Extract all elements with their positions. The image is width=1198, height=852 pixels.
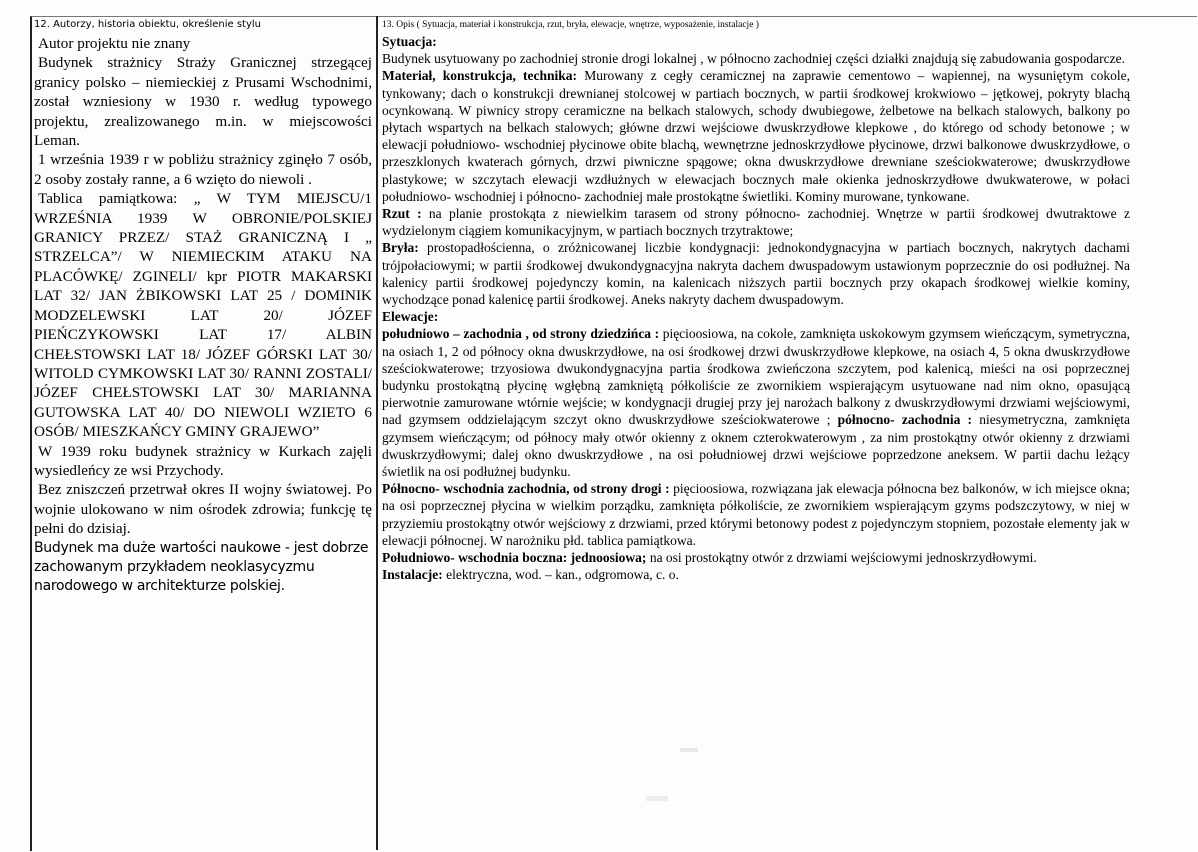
rzut-heading: Rzut : xyxy=(382,206,422,222)
rzut-section xyxy=(382,205,1130,239)
section-12-header: 12. Autorzy, historia obiektu, określenie stylu xyxy=(34,19,262,30)
history-paragraph: Budynek strażnicy Straży Granicznej strzegącej granicy polsko – niemieckiej z Prusami Wschodnimi, został wzniesiony w 1930 r. według typowego projektu, zrealizowanego m.in. w miejscowości Leman. xyxy=(34,54,372,150)
elevation-se-section xyxy=(382,549,1130,566)
scan-speck xyxy=(680,748,698,752)
scan-speck xyxy=(646,796,668,801)
bryla-text: prostopadłościenna, o zróżnicowanej liczbie kondygnacji: jednokondygnacyjna w partiach bocznych, nakrytych dachami trójpołaciowymi; w partii środkowej dwukondygnacyjna nakryta dachem dwuspadowym ustawionym poprzecznie do osi podłużnej. Na kalenicy partii środkowej pojedynczy komin, na kalenicach niższych partii bocznych przy okapach środkowej wielkie kominy, wychodzące ponad kalenicę partii środkowej. Aneks nakryty dachem dwuspadowym. xyxy=(382,240,1130,308)
bryla-heading: Bryła: xyxy=(382,240,419,256)
value-paragraph: Budynek ma duże wartości naukowe - jest dobrze zachowanym przykładem neoklasycyzmu narodowego w architekturze polskiej. xyxy=(34,539,369,595)
bryla-section xyxy=(382,239,1130,308)
description-column xyxy=(382,18,1130,584)
material-text: Murowany z cegły ceramicznej na zaprawie cementowo – wapiennej, na wysuniętym cokole, tynkowany; dach o konstrukcji drewnianej stolcowej w partiach bocznych, w partii środkowej krokwiowo – jętkowej, pokryty blachą ocynkowaną. W piwnicy stropy ceramiczne na belkach stalowych, schody dwubiegowe, żelbetowe na belkach stalowych, balkony po płytach wspartych na belkach stalowych; główne drzwi wejściowe dwuskrzydłowe klepkowe , do którego od schody betonowe ; w elewacji południowo- wschodniej płycinowe obite blachą, wewnętrzne jednoskrzydłowe płycinowe, drzwi balkonowe dwuskrzydłowe, o przeszklonych kwaterach górnych, drzwi piwniczne spągowe; okna dwuskrzydłowe drewniane sześciokwaterowe; dwuskrzydłowe plastykowe; w szczytach elewacji wzdłużnych w elewacjach bocznych małe okienka jednoskrzydłowe dwukwaterowe, w połaci południowo- wschodniej i północno- zachodniej małe prostokątne świetliki. Kominy murowane, tynkowane. xyxy=(382,68,1130,204)
history-column xyxy=(34,18,372,597)
instalacje-heading: Instalacje: xyxy=(382,567,443,583)
instalacje-section xyxy=(382,566,1130,583)
elevation-sw-section xyxy=(382,325,1130,480)
elevation-ne-text: pięcioosiowa, rozwiązana jak elewacja północna bez balkonów, w ich miejsce okna; na osi poprzecznej płycina w wielkim porządku, zamknięta półkoliście, ze zwornikiem wspierającym gzyms podszczytowy, w niej w przyziemiu prostokątny otwór wejściowy z drzwiami, przed którymi betonowy podest z pojedynczym stopniem, pozostałe elementy jak w elewacji północnej. W narożniku płd. tablica pamiątkowa. xyxy=(382,481,1130,548)
rzut-text: na planie prostokąta z niewielkim tarasem od strony północno- zachodniej. Wnętrze w partii środkowej dwutraktowe z wydzielonym ciągiem komunikacyjnym, w partiach bocznych trzytraktowe; xyxy=(382,206,1131,239)
sytuacja-heading: Sytuacja: xyxy=(382,34,437,49)
material-heading: Materiał, konstrukcja, technika: xyxy=(382,68,578,84)
postwar-paragraph: Bez zniszczeń przetrwał okres II wojny światowej. Po wojnie ulokowano w nim ośrodek zdrowia; funkcję tę pełni do dzisiaj. xyxy=(34,481,372,538)
elevation-sw-heading: południowo – zachodnia , od strony dziedzińca : xyxy=(382,326,660,342)
elevation-sw-text: pięcioosiowa, na cokole, zamknięta uskokowym gzymsem wieńczącym, symetryczna, na osiach 1, 2 od północy okna dwuskrzydłowe, na osi środkowej drzwi dwuskrzydłowe klepkowe, na osiach 4, 5 okna dwuskrzydłowe sześciokwaterowe; trzyosiowa dwukondygnacyjna partia środkowa zwieńczona szczytem, pod kalenicą, mieści na osi poprzecznej budynku prostokątną płycinę wgłębną zamkniętą półkoliście ze zwornikiem wspierającym usytuowane nad nim okno, opasującą pierwotnie zamurowane wtórnie wejście; w kondygnacji drugiej przy jej narożach balkony z dwuskrzydłowymi drzwiami wejściowymi, nad gzymsem oddzielającym szczyt okno dwuskrzydłowe sześciokwaterowe ; xyxy=(382,326,1130,428)
elevation-nw-text: niesymetryczna, zamknięta gzymsem wieńczącym; od północy mały otwór okienny z oknem czterokwaterowym , za nim prostokątny otwór okienny z drzwiami dwuskrzydłowymi; dalej okno dwuskrzydłowe , na osi południowej drzwi wejściowe poprzedzone aneksem. W partii dachu leżący świetlik na osi podłużnej budynku. xyxy=(382,412,1130,480)
memorial-plaque-paragraph: Tablica pamiątkowa: „ W TYM MIEJSCU/1 WRZEŚNIA 1939 W OBRONIE/POLSKIEJ GRANICY PRZEZ/ STAŻ GRANICZNĄ I „ STRZELCA”/ W NIEMIECKIM ATAKU NA PLACÓWKĘ/ ZGINELI/ kpr PIOTR MAKARSKI LAT 32/ JAN ŻBIKOWSKI LAT 25 / DOMINIK MODZELEWSKI LAT 20/ JÓZEF PIEŃCZYKOWSKI LAT 17/ ALBIN CHEŁSTOWSKI LAT 18/ JÓZEF GÓRSKI LAT 30/ WITOLD CYMKOWSKI LAT 30/ RANNI ZOSTALI/ JÓZEF CHEŁSTOWSKI LAT 30/ MARIANNA GUTOWSKA LAT 40/ DO NIEWOLI WZIETO 6 OSÓB/ MIESZKAŃCY GMINY GRAJEWO” xyxy=(34,190,372,441)
section-13-header: 13. Opis ( Sytuacja, materiał i konstrukcja, rzut, bryła, elewacje, wnętrze, wyposażenie, instalacje ) xyxy=(382,20,759,30)
elevation-nw-heading: północno- zachodnia : xyxy=(830,412,973,428)
elevation-se-heading: Południowo- wschodnia boczna: xyxy=(382,550,568,566)
casualties-paragraph: 1 września 1939 r w pobliżu strażnicy zginęło 7 osób, 2 osoby zostały ranne, a 6 wzięto do niewoli . xyxy=(34,151,372,188)
resettlement-paragraph: W 1939 roku budynek strażnicy w Kurkach zajęli wysiedleńcy ze wsi Przychody. xyxy=(34,442,372,479)
author-paragraph: Autor projektu nie znany xyxy=(38,35,191,52)
elevation-ne-heading: Północno- wschodnia zachodnia, od strony drogi : xyxy=(382,481,670,497)
instalacje-text: elektryczna, wod. – kan., odgromowa, c. o. xyxy=(442,567,679,583)
elevation-se-text: na osi prostokątny otwór z drzwiami wejściowymi jednoskrzydłowymi. xyxy=(646,550,1037,566)
sytuacja-text: Budynek usytuowany po zachodniej stronie drogi lokalnej , w północno zachodniej części działki znajdują się zabudowania gospodarcze. xyxy=(382,51,1126,67)
elevation-se-axes: jednoosiowa; xyxy=(567,550,647,566)
material-section xyxy=(382,67,1130,205)
elewacje-heading: Elewacje: xyxy=(382,309,439,325)
column-divider xyxy=(376,16,378,850)
elevation-ne-section xyxy=(382,480,1130,549)
